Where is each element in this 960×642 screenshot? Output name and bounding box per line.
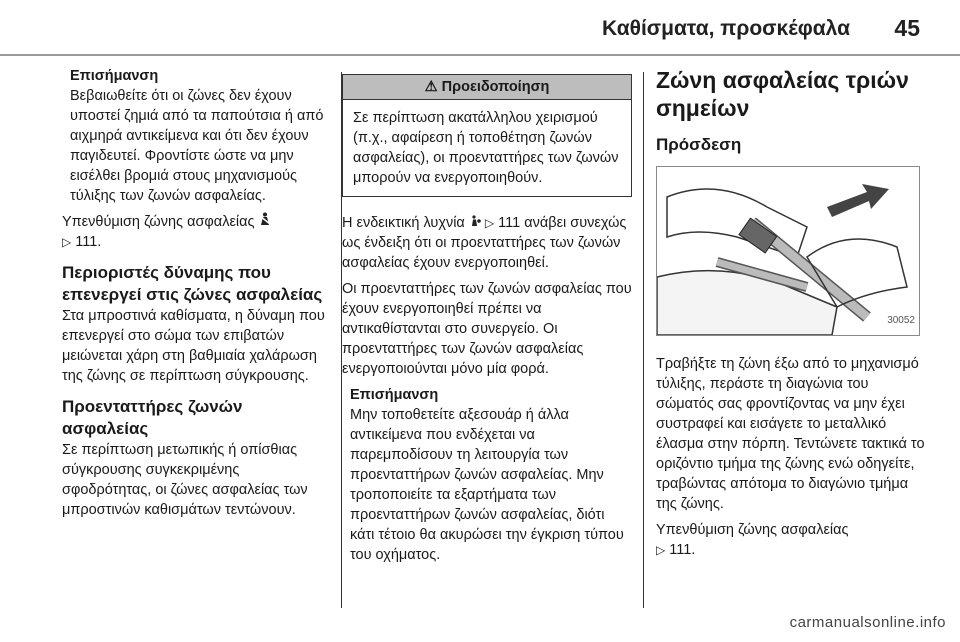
watermark: carmanualsonline.info <box>789 614 946 631</box>
reminder-paragraph <box>656 520 928 560</box>
note-text: Μην τοποθετείτε αξεσουάρ ή άλλα αντικείμενα που ενδέχεται να παρεμποδίσουν τη λειτουργία των προενταττήρων ζωνών ασφαλείας. Μην τροποποιείτε τα εξαρτήματα των προενταττήρων ζωνών ασφαλείας, διότι κάτι τέτοιο θα ακυρώσει την έγκριση τύπου του οχήματος. <box>350 407 624 563</box>
reminder-paragraph <box>62 212 330 252</box>
indicator-text-start: Η ενδεικτική λυχνία <box>342 215 465 231</box>
fastening-text: Τραβήξτε τη ζώνη έξω από το μηχανισμό τύλιξης, περάστε τη διαγώνια του σώματός σας φροντίζοντας να μην έχει συστραφεί και εισάγετε το μεταλλικό έλασμα στην πόρπη. Τεντώνετε τακτικά το οριζόντιο τμήμα της ζώνης ενώ οδηγείτε, τραβώντας απότομα το διαγώνιο τμήμα της ζώνης. <box>656 356 925 512</box>
reminder-text: Υπενθύμιση ζώνης ασφαλείας <box>656 522 849 538</box>
illustration-id: 30052 <box>887 315 915 326</box>
seatbelt-warning-icon <box>259 214 271 230</box>
replacement-paragraph: Οι προενταττήρες των ζωνών ασφαλείας που έχουν ενεργοποιηθεί πρέπει να αντικαθίστανται στο συνεργείο. Οι προενταττήρες των ζωνών ασφαλείας ενεργοποιούνται μόνο μία φορά. <box>342 281 632 377</box>
warning-box <box>342 74 632 197</box>
column-divider-right <box>643 72 644 608</box>
warning-title: Προειδοποίηση <box>441 79 550 95</box>
reminder-page-ref[interactable]: 111. <box>75 234 102 250</box>
note-block <box>62 66 330 206</box>
seatbelt-illustration <box>656 166 920 336</box>
section-title-three-point-belt: Ζώνη ασφαλείας τριών σημείων <box>656 67 909 121</box>
chapter-title: Καθίσματα, προσκέφαλα <box>602 17 850 40</box>
page-ref-arrow-icon: ▷ <box>484 216 495 230</box>
warning-triangle-icon: ⚠ <box>424 79 438 95</box>
warning-header <box>343 75 631 100</box>
note-title: Επισήμανση <box>350 387 439 403</box>
page-header <box>0 0 960 58</box>
indicator-paragraph <box>342 213 632 273</box>
header-divider <box>0 54 960 56</box>
reminder-text: Υπενθύμιση ζώνης ασφαλείας <box>62 214 255 230</box>
indicator-text-end: ανάβει συνεχώς ως ένδειξη ότι οι προενταττήρες των ζωνών ασφαλείας έχουν ενεργοποιηθεί. <box>342 215 627 271</box>
section-text-pretensioners: Σε περίπτωση μετωπικής ή οπίσθιας σύγκρουσης συγκεκριμένης σφοδρότητας, οι ζώνες ασφαλείας των μπροστινών καθισμάτων τεντώνουν. <box>62 442 308 518</box>
warning-text: Σε περίπτωση ακατάλληλου χειρισμού (π.χ., αφαίρεση ή τοποθέτηση ζωνών ασφαλείας), οι προενταττήρες των ζωνών μπορούν να ενεργοποιηθούν. <box>353 110 619 186</box>
column-left <box>62 66 330 526</box>
page-number: 45 <box>894 15 920 41</box>
note-block <box>342 385 632 565</box>
subsection-title-fastening: Πρόσδεση <box>656 135 742 154</box>
indicator-page-ref[interactable]: 111 <box>498 215 521 231</box>
note-title: Επισήμανση <box>70 68 159 84</box>
section-title-pretensioners: Προενταττήρες ζωνών ασφαλείας <box>62 397 243 438</box>
note-text: Βεβαιωθείτε ότι οι ζώνες δεν έχουν υποστεί ζημιά από τα παπούτσια ή από αιχμηρά αντικείμενα και ότι δεν έχουν παγιδευτεί. Φροντίστε ώστε να μην εισέλθει βρομιά στους μηχανισμούς τύλιξης των ζωνών ασφαλείας. <box>70 88 324 204</box>
column-right <box>656 66 928 566</box>
airbag-indicator-icon <box>469 215 485 231</box>
section-title-force-limiters: Περιοριστές δύναμης που επενεργεί στις ζώνες ασφαλείας <box>62 263 323 304</box>
reminder-page-ref[interactable]: 111. <box>669 542 696 558</box>
section-text-force-limiters: Στα μπροστινά καθίσματα, η δύναμη που επενεργεί στο σώμα των επιβατών μειώνεται χάρη στη βαθμιαία χαλάρωση της ζώνης σε περίπτωση σύγκρουσης. <box>62 308 325 384</box>
column-middle <box>342 66 632 571</box>
page-ref-arrow-icon: ▷ <box>62 235 72 249</box>
page-ref-arrow-icon: ▷ <box>656 543 666 557</box>
